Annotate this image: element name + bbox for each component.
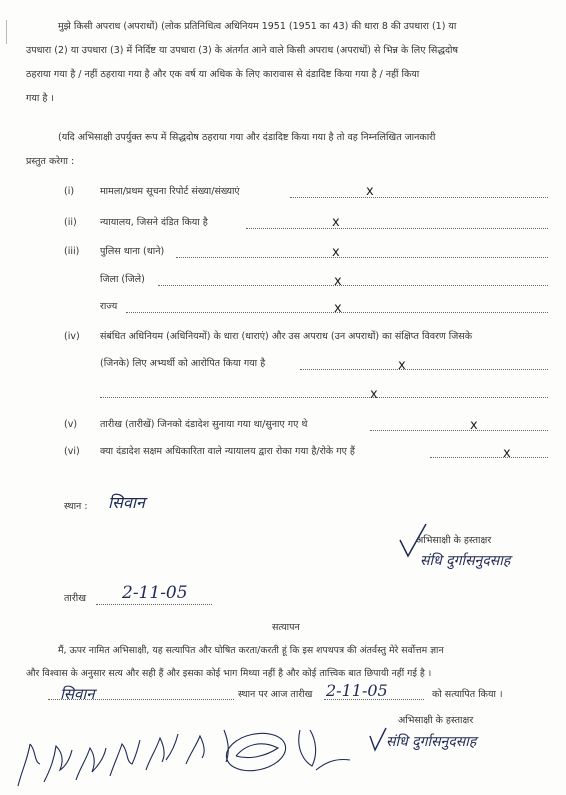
place-label: स्थान :: [64, 501, 88, 512]
item-label: जिला (जिले): [100, 274, 145, 285]
verification-line-1: मैं, ऊपर नामित अभिसाक्षी, यह सत्यापित और घोषित करता/करती हूं कि इस शपथपत्र की अंतर्वस्तु मेरे सर्वोत्तम ज्ञान: [58, 645, 444, 656]
item-number: (vi): [64, 446, 80, 457]
cross-mark: x: [370, 387, 378, 402]
blank-line: [100, 397, 548, 398]
blank-line: [158, 285, 548, 286]
signature-tick: [368, 726, 388, 752]
item-label: मामला/प्रथम सूचना रिपोर्ट संख्या/संख्याएं: [100, 186, 240, 197]
scan-artifact: [6, 20, 7, 44]
cross-mark: x: [332, 245, 340, 260]
date-value: 2-11-05: [122, 583, 188, 603]
deponent-signature: संधि दुर्गासनुदसाह: [386, 734, 477, 750]
item-number: (ii): [64, 217, 77, 228]
conditional-line-2: प्रस्तुत करेगा :: [26, 156, 75, 167]
blank-line: [176, 257, 548, 258]
blank-line: [96, 604, 212, 605]
verification-date-value: 2-11-05: [326, 681, 388, 700]
blank-line: [246, 228, 548, 229]
cross-mark: x: [334, 274, 342, 289]
blank-line: [430, 457, 548, 458]
verification-line-2: और विश्वास के अनुसार सत्य और सही हैं और इसका कोई भाग मिथ्या नहीं है और कोई तात्त्विक बात छिपायी नहीं गई है ।: [26, 668, 432, 679]
intro-line-3: ठहराया गया है / नहीं ठहराया गया है और एक वर्ष या अधिक के लिए कारावास से दंडादिष्ट किया गया है / नहीं किया: [26, 69, 420, 80]
blank-line: [290, 197, 548, 198]
cross-mark: x: [334, 301, 342, 316]
item-label: क्या दंडादेश सक्षम अधिकारिता वाले न्यायालय द्वारा रोका गया है/रोके गए हैं: [100, 446, 355, 457]
intro-line-1: मुझे किसी अपराध (अपराधों) (लोक प्रतिनिधित्व अधिनियम 1951 (1951 का 43) की धारा 8 की उपधारा (1) या: [58, 21, 457, 32]
cross-mark: x: [503, 446, 511, 461]
cross-mark: x: [332, 215, 340, 230]
verification-place-value: सिवान: [60, 685, 95, 703]
item-label: राज्य: [100, 301, 118, 312]
item-number: (i): [64, 186, 75, 197]
attestation-scribbles: [10, 700, 370, 795]
cross-mark: x: [398, 358, 406, 373]
intro-line-2: उपधारा (2) या उपधारा (3) में निर्दिष्ट या उपधारा (3) के अंतर्गत आने वाले किसी अपराध (अपराधों) से भिन्न के लिए सिद्धदोष: [26, 45, 458, 56]
verification-heading: सत्यापन: [272, 622, 300, 633]
intro-line-4: गया है ।: [26, 93, 55, 104]
cross-mark: x: [366, 184, 374, 199]
item-label: न्यायालय, जिसने दंडित किया है: [100, 217, 208, 228]
verification-end-text: को सत्यापित किया ।: [432, 689, 503, 700]
place-value: सिवान: [108, 493, 145, 512]
blank-line: [370, 430, 548, 431]
item-label: तारीख (तारीखें) जिनको दंडादेश सुनाया गया था/सुनाए गए थे: [100, 419, 308, 430]
item-number: (iv): [64, 331, 80, 342]
item-number: (iii): [64, 246, 80, 257]
signature-label: अभिसाक्षी के हस्ताक्षर: [416, 535, 492, 546]
item-label: पुलिस थाना (थाने): [100, 246, 165, 257]
conditional-line-1: (यदि अभिसाक्षी उपर्युक्त रूप में सिद्धदोष ठहराया गया और दंडादिष्ट किया गया है तो वह निम्नलिखित जानकारी: [58, 132, 436, 143]
item-label: संबंधित अधिनियम (अधिनियमों) के धारा (धाराएं) और उस अपराध (उन अपराधों) का संक्षिप्त विवरण जिसके: [100, 331, 473, 342]
blank-line: [300, 369, 548, 370]
signature-label: अभिसाक्षी के हस्ताक्षर: [398, 715, 474, 726]
cross-mark: x: [470, 418, 478, 433]
deponent-signature: संधि दुर्गासनुदसाह: [420, 553, 511, 569]
item-label: (जिनके) लिए अभ्यर्थी को आरोपित किया गया है: [100, 358, 266, 369]
item-number: (v): [64, 419, 78, 430]
verification-middle-text: स्थान पर आज तारीख: [238, 689, 313, 700]
date-label: तारीख: [64, 593, 86, 604]
